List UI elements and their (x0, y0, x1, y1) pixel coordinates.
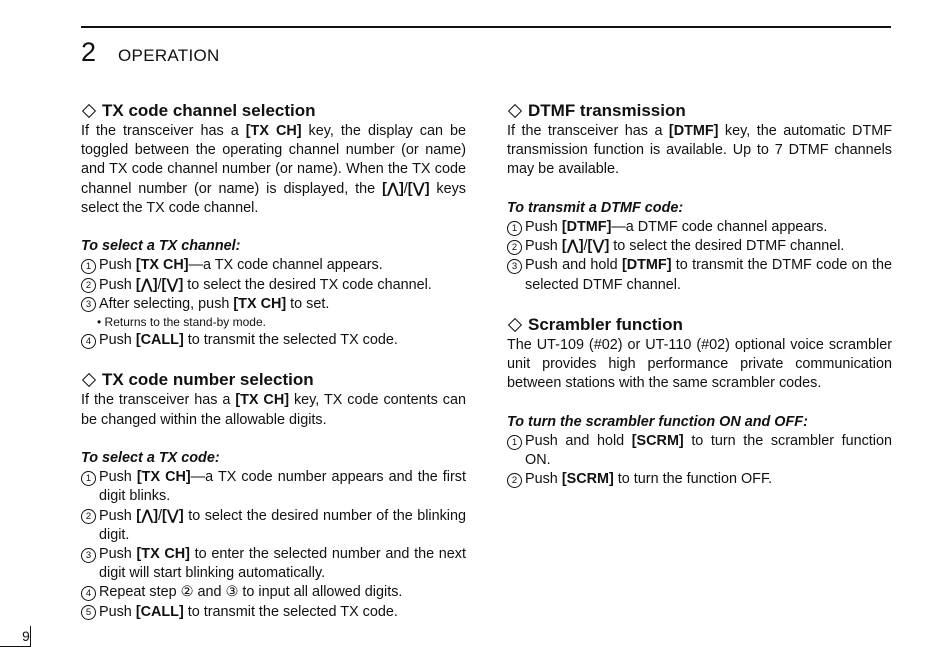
chapter-title: OPERATION (118, 46, 220, 65)
step-list (507, 218, 892, 295)
key-down: [⋁] (161, 276, 184, 293)
text: to select the desired DTMF channel. (609, 238, 845, 255)
step-number: 2 (81, 509, 96, 524)
chapter-number: 2 (81, 37, 97, 67)
text: —a TX code number appears and the first digit blinks. (99, 469, 466, 505)
step-list (81, 256, 466, 314)
list-item (81, 468, 466, 506)
section-tx-code-channel (81, 100, 466, 350)
subheading: To turn the scrambler function ON and OFF: (507, 413, 808, 430)
list-item (81, 256, 466, 275)
section-heading (81, 100, 466, 122)
key-up: [⋀] (382, 180, 404, 197)
text: to enter the selected number and the next digit will start blinking automatically. (99, 546, 466, 582)
text: Push (99, 546, 137, 563)
subheading: To select a TX code: (81, 450, 220, 466)
list-item (81, 331, 466, 350)
key-tx-ch: [TX CH] (136, 469, 191, 486)
subheading: To transmit a DTMF code: (507, 199, 684, 216)
text: Repeat step ② and ③ to input all allowed digits. (99, 584, 403, 601)
key-dtmf: [DTMF] (621, 257, 672, 274)
text: —a DTMF code channel appears. (611, 219, 828, 235)
key-up: [⋀] (561, 238, 584, 255)
text: Push (99, 507, 137, 524)
step-number: 3 (507, 259, 522, 274)
text: Push and hold (525, 433, 632, 449)
footer-rule (0, 646, 30, 647)
text: to select the desired TX code channel. (183, 276, 432, 293)
section-dtmf (507, 100, 892, 295)
subheading: To select a TX channel: (81, 238, 241, 255)
text: / (157, 276, 162, 293)
text: Push (99, 257, 136, 274)
list-item (507, 470, 892, 489)
key-call: [CALL] (135, 603, 184, 620)
header-rule (81, 26, 891, 28)
key-down: [⋁] (587, 238, 610, 255)
left-column (81, 100, 466, 622)
text: Push (99, 469, 137, 486)
text: If the transceiver has a (507, 123, 669, 139)
key-tx-ch: [TX CH] (135, 257, 189, 274)
key-dtmf: [DTMF] (561, 219, 612, 235)
list-item (507, 218, 892, 237)
step-number: 2 (507, 473, 522, 488)
section-scrambler (507, 314, 892, 490)
key-tx-ch: [TX CH] (233, 295, 287, 312)
bullet-note: • Returns to the stand-by mode. (97, 315, 266, 330)
text: Push (525, 219, 562, 235)
text: to set. (286, 295, 330, 312)
text: / (403, 180, 408, 197)
key-call: [CALL] (135, 332, 184, 349)
key-scrm: [SCRM] (561, 471, 614, 488)
step-number: 2 (81, 278, 96, 293)
key-dtmf: [DTMF] (668, 123, 719, 139)
text: to select the desired number of the blinking digit. (99, 507, 466, 543)
key-tx-ch: [TX CH] (235, 392, 290, 409)
section-heading (507, 100, 892, 122)
text: Push (99, 332, 136, 349)
key-tx-ch: [TX CH] (245, 123, 302, 139)
heading-text: TX code number selection (102, 370, 314, 390)
paragraph (81, 122, 466, 218)
text: to turn the function OFF. (613, 471, 773, 488)
key-scrm: [SCRM] (631, 433, 684, 449)
list-item (507, 256, 892, 294)
step-number: 1 (81, 259, 96, 274)
list-item (81, 507, 466, 545)
step-number: 4 (81, 334, 96, 349)
text: key, TX code contents can be changed within the allowable digits. (81, 392, 466, 428)
list-item (81, 295, 466, 314)
step-number: 1 (81, 471, 96, 486)
right-column (507, 100, 892, 490)
step-number: 4 (81, 586, 96, 601)
step-number: 2 (507, 240, 522, 255)
list-item (81, 603, 466, 622)
key-down: [⋁] (162, 507, 184, 524)
text: Push (99, 276, 136, 293)
heading-text: Scrambler function (528, 315, 683, 334)
text: If the transceiver has a (81, 123, 246, 139)
step-number: 1 (507, 435, 522, 450)
key-down: [⋁] (407, 180, 430, 197)
text: / (583, 238, 588, 255)
step-list (507, 432, 892, 490)
text: After selecting, push (99, 295, 234, 312)
step-list (81, 331, 466, 350)
text: Push and hold (525, 257, 622, 274)
text: to transmit the DTMF code on the selected DTMF channel. (525, 257, 892, 293)
section-heading (507, 314, 892, 336)
step-number: 5 (81, 605, 96, 620)
heading-text: DTMF transmission (528, 101, 686, 120)
diamond-icon (508, 318, 522, 332)
text: Push (99, 603, 136, 620)
diamond-icon (508, 104, 522, 118)
footer-tick (30, 626, 31, 647)
heading-text: TX code channel selection (102, 101, 316, 120)
text: to transmit the selected TX code. (183, 603, 398, 620)
text: Push (525, 238, 562, 255)
text: key, the display can be toggled between the operating channel number (or name) and TX code channel number (or name). When the TX code channel number (or name) is displayed, the (81, 123, 467, 197)
step-number: 1 (507, 221, 522, 236)
key-up: [⋀] (136, 507, 159, 524)
text: If the transceiver has a (81, 392, 236, 409)
chapter-header (81, 37, 220, 67)
list-item (81, 276, 466, 295)
paragraph (81, 391, 466, 429)
list-item (81, 545, 466, 583)
page-number: 9 (22, 628, 30, 644)
text: —a TX code channel appears. (188, 257, 383, 274)
text: Push (525, 471, 562, 488)
text: key, the automatic DTMF transmission function is available. Up to 7 DTMF channels may be available. (507, 123, 893, 178)
section-tx-code-number (81, 369, 466, 621)
diamond-icon (82, 104, 96, 118)
key-tx-ch: [TX CH] (136, 546, 190, 563)
step-list (81, 468, 466, 622)
step-number: 3 (81, 548, 96, 563)
section-heading (81, 369, 466, 391)
text: to transmit the selected TX code. (183, 332, 398, 349)
list-item (507, 432, 892, 470)
paragraph: The UT-109 (#02) or UT-110 (#02) optional voice scrambler unit provides high performance private communication between stations with the same scrambler codes. (507, 337, 892, 392)
text: to turn the scrambler function ON. (525, 433, 893, 469)
paragraph (507, 122, 892, 180)
list-item (81, 583, 466, 602)
step-number: 3 (81, 297, 96, 312)
list-item (507, 237, 892, 256)
text: keys select the TX code channel. (81, 180, 467, 216)
text: / (158, 507, 163, 524)
diamond-icon (82, 373, 96, 387)
key-up: [⋀] (135, 276, 158, 293)
